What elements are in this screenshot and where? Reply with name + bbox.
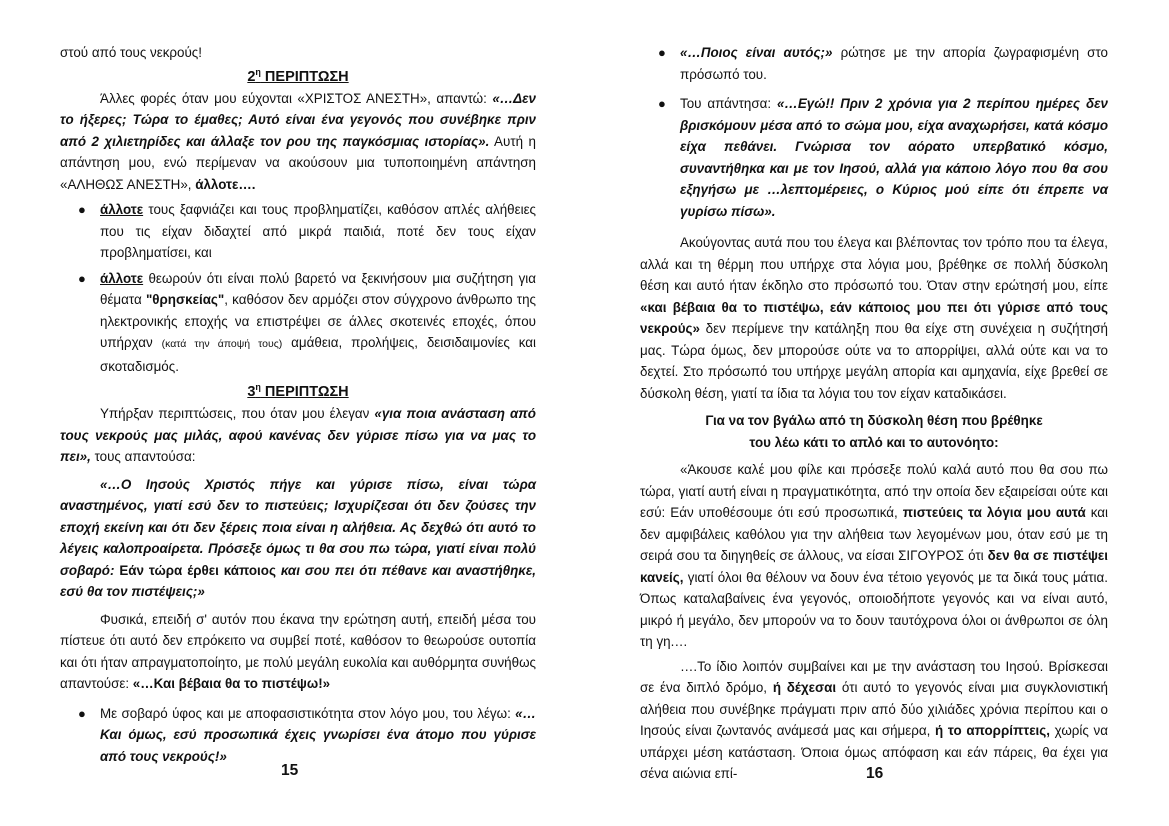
page-number: 15 — [281, 762, 299, 779]
paragraph: Ακούγοντας αυτά που του έλεγα και βλέποντας τον τρόπο που τα έλεγα, αλλά και τη θέρμη που υπήρχε στα λόγια μου, βρέθηκε σε πολλή δύσκολη θέση και αυτό ήταν έκδηλο στο πρόσωπό του. Όταν στην ερώτησή μου, είπε «και βέβαια θα το πιστέψω, εάν κάποιος μου πει ότι γύρισε από τους νεκρούς» δεν περίμενε την κατάληξη που θα είχε στη συνέχεια η συζήτησή μας. Τώρα όμως, δεν μπορούσε ούτε να το απορρίψει, αλλά ούτε και να το δεχτεί. Στο πρόσωπό του υπήρχε μεγάλη απορία και αμηχανία, είχε βρεθεί σε δύσκολη θέση, γιατί τα ίδια τα λόγια του τον είχαν καταδικάσει. — [640, 235, 1108, 401]
bullet-list — [640, 42, 1108, 222]
section-heading-3: $3^\eta$ ΠΕΡΙΠΤΩΣΗ — [247, 382, 349, 400]
bullet-list — [60, 703, 536, 768]
left-page — [60, 42, 536, 771]
paragraph: Φυσικά, επειδή σ' αυτόν που έκανα την ερώτηση αυτή, επειδή μέσα του πίστευε ότι αυτό δεν επρόκειτο να συμβεί ποτέ, καθόσον το θεωρούσε ουτοπία και ότι ήταν απραγματοποίητο, με πολύ μεγάλη ευκολία και αυθόρμητα συνήθως απαντούσε: «…Και βέβαια θα το πιστέψω!» — [60, 611, 536, 691]
bold-heading: Για να τον βγάλω από τη δύσκολη θέση που βρέθηκε του λέω κάτι το απλό και το αυτονόητο: — [705, 413, 1043, 450]
right-page — [640, 42, 1108, 785]
section-heading-2: $2^\eta$ ΠΕΡΙΠΤΩΣΗ — [247, 66, 349, 85]
paragraph: «Άκουσε καλέ μου φίλε και πρόσεξε πολύ καλά αυτό που θα σου πω τώρα, γιατί αυτή είναι η πραγματικότητα, από την οποία δεν εξαιρείσαι ούτε και εσύ: Εάν υποθέσουμε ότι εσύ προσωπικά, πιστεύεις τα λόγια μου αυτά και δεν αμφιβάλεις καθόλου για την αλήθεια των λεγομένων μου, όταν εσύ με τη σειρά σου τα διηγηθείς σε άλλους, να είσαι ΣΙΓΟΥΡΟΣ ότι δεν θα σε πιστέψει κανείς, γιατί όλοι θα θέλουν να δουν ένα τέτοιο γεγονός με τα δικά τους μάτια. Όπως καταλαβαίνεις ένα γεγονός, οποιοδήποτε γεγονός και να είναι αυτό, μικρό ή μεγάλο, δεν μπορούν να το δουν ταυτόχρονα όλοι οι άνθρωποι σε όλη τη γη.… — [640, 462, 1109, 649]
list-item: ● άλλοτε τους ξαφνιάζει και τους προβληματίζει, καθόσον απλές αλήθειες που τις είχαν διδαχτεί από μικρά παιδιά, ποτέ δεν τους είχαν προβληματίσει, και — [78, 202, 536, 260]
paragraph: Άλλες φορές όταν μου εύχονται «ΧΡΙΣΤΟΣ ΑΝΕΣΤΗ», απαντώ: «…Δεν το ήξερες; Τώρα το έμαθες; Αυτό είναι ένα γεγονός που συνέβηκε πριν από 2 χιλιετηρίδες και άλλαξε τον ρου της παγκόσμιας ιστορίας». Αυτή η απάντηση μου, ενώ περίμεναν να ακούσουν μια τυποποιημένη απάντηση «ΑΛΗΘΩΣ ΑΝΕΣΤΗ», άλλοτε…. — [60, 90, 536, 192]
list-item: ● Του απάντησα: «…Εγώ!! Πριν 2 χρόνια για 2 περίπου ημέρες δεν βρισκόμουν μέσα από το σώμα μου, είχα αναχωρήσει, κατά κόσμο είχα πεθάνει. Γνώρισα τον αόρατο υπερβατικό κόσμο, συναντήθηκα και με τον Ιησού, αλλά για κάποιο λόγο που θα σου εξηγήσω με …λεπτομέρειες, ο Κύριος μού είπε ότι έπρεπε να γυρίσω πίσω». — [658, 96, 1108, 219]
bullet-list — [60, 199, 536, 377]
quote-block: «…Ο Ιησούς Χριστός πήγε και γύρισε πίσω, είναι τώρα αναστημένος, γιατί εσύ δεν το πιστεύεις; Ισχυρίζεσαι ότι δεν ζούσες την εποχή εκείνη και ότι δεν ξέρεις ποια είναι η αλήθεια. Ας δεχθώ ότι αυτό το λέγεις καλοπροαίρετα. Πρόσεξε όμως τι θα σου πω τώρα, γιατί είναι πολύ σοβαρό: Εάν τώρα έρθει κάποιος και σου πει ότι πέθανε και αναστήθηκε, εσύ θα τον πιστέψεις;» — [60, 476, 536, 599]
list-item: ● Με σοβαρό ύφος και με αποφασιστικότητα στον λόγο μου, του λέγω: «…Και όμως, εσύ προσωπικά έχεις γνωρίσει ένα άτομο που γύρισε από τους νεκρούς!» — [78, 705, 536, 764]
paragraph: ….Το ίδιο λοιπόν συμβαίνει και με την ανάσταση του Ιησού. Βρίσκεσαι σε ένα διπλό δρόμο, ή δέχεσαι ότι αυτό το γεγονός είναι μια συγκλονιστική αλήθεια που συνέβηκε πράγματι πριν από δύο χιλιάδες χρόνια περίπου και ο Ιησούς είναι ζωντανός ανάμεσά μας και σήμερα, ή το απορρίπτεις, χωρίς να υπάρχει μέση κατάσταση. Όποια όμως απόφαση και εάν πάρεις, θα έχει για σένα αιώνια επί- — [640, 658, 1108, 781]
page-number: 16 — [866, 765, 884, 782]
paragraph: στού από τους νεκρούς! — [60, 45, 202, 60]
list-item: ● «…Ποιος είναι αυτός;» ρώτησε με την απορία ζωγραφισμένη στο πρόσωπό του. — [658, 45, 1108, 82]
paragraph: Υπήρξαν περιπτώσεις, που όταν μου έλεγαν «για ποια ανάσταση από τους νεκρούς μας μιλάς, αφού κανένας δεν γύρισε πίσω για να μας το πει», τους απαντούσα: — [60, 406, 536, 464]
list-item: ● άλλοτε θεωρούν ότι είναι πολύ βαρετό να ξεκινήσουν μια συζήτηση για θέματα "θρησκείας", καθόσον δεν αρμόζει στον σύγχρονο άνθρωπο της ηλεκτρονικής εποχής να επιστρέψει σε άλλες σκοτεινές εποχές, όπου υπήρχαν (κατά την άποψή τους) αμάθεια, προλήψεις, δεισιδαιμονίες και σκοταδισμός. — [78, 270, 537, 374]
